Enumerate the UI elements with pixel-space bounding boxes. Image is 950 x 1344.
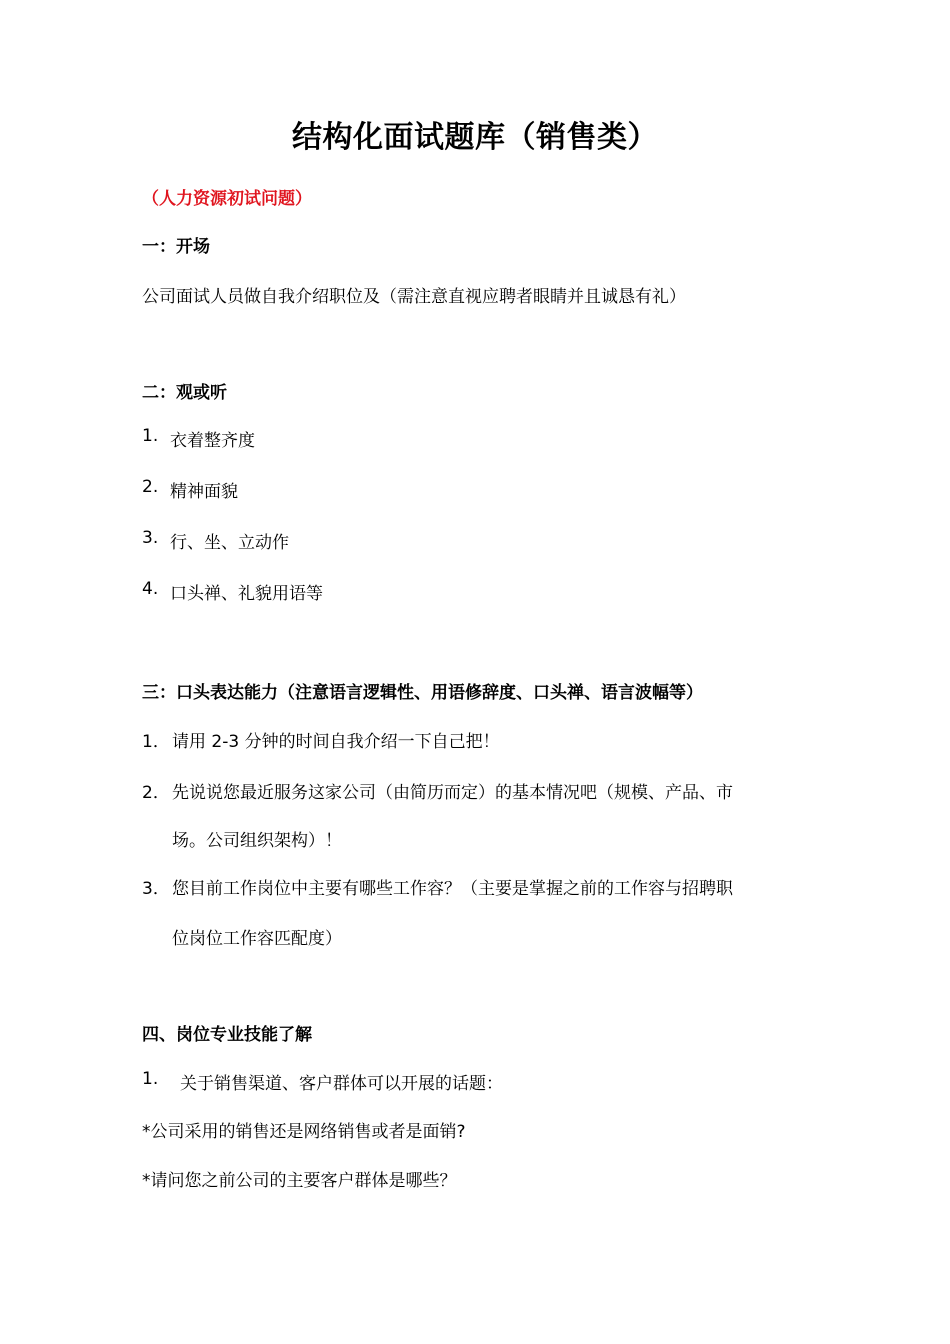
opening-text: 公司面试人员做自我介绍职位及（需注意直视应聘者眼睛并且诚恳有礼） — [142, 287, 686, 307]
list-text: 关于销售渠道、客户群体可以开展的话题： — [180, 1074, 503, 1094]
list-text: 衣着整齐度 — [170, 431, 255, 451]
section-heading-verbal: 三：口头表达能力（注意语言逻辑性、用语修辞度、口头禅、语言波幅等） — [142, 683, 703, 703]
question-text: 请用 2-3 分钟的时间自我介绍一下自己把！ — [172, 732, 500, 752]
list-number: 3. — [142, 528, 159, 548]
question-text-continued: 位岗位工作容匹配度） — [172, 929, 342, 949]
document-subtitle: （人力资源初试问题） — [142, 189, 312, 209]
question-text: 您目前工作岗位中主要有哪些工作容？（主要是掌握之前的工作容与招聘职 — [172, 879, 733, 899]
list-number: 1. — [142, 426, 159, 446]
section-heading-opening: 一：开场 — [142, 237, 210, 257]
question-number: 1． — [142, 732, 170, 752]
list-number: 1. — [142, 1069, 159, 1089]
list-number: 4. — [142, 579, 159, 599]
bullet-question: *公司采用的销售还是网络销售或者是面销? — [142, 1122, 466, 1142]
section-heading-skills: 四、岗位专业技能了解 — [142, 1025, 312, 1045]
section-heading-observe: 二：观或听 — [142, 383, 227, 403]
question-text: 先说说您最近服务这家公司（由简历而定）的基本情况吧（规模、产品、市 — [172, 783, 733, 803]
list-text: 口头禅、礼貌用语等 — [170, 584, 323, 604]
question-number: 2． — [142, 783, 170, 803]
question-number: 3． — [142, 879, 170, 899]
bullet-question: *请问您之前公司的主要客户群体是哪些？ — [142, 1171, 457, 1191]
list-text: 精神面貌 — [170, 482, 238, 502]
list-number: 2. — [142, 477, 159, 497]
question-text-continued: 场。公司组织架构）！ — [172, 831, 342, 851]
document-title: 结构化面试题库（销售类） — [292, 120, 658, 155]
list-text: 行、坐、立动作 — [170, 533, 289, 553]
